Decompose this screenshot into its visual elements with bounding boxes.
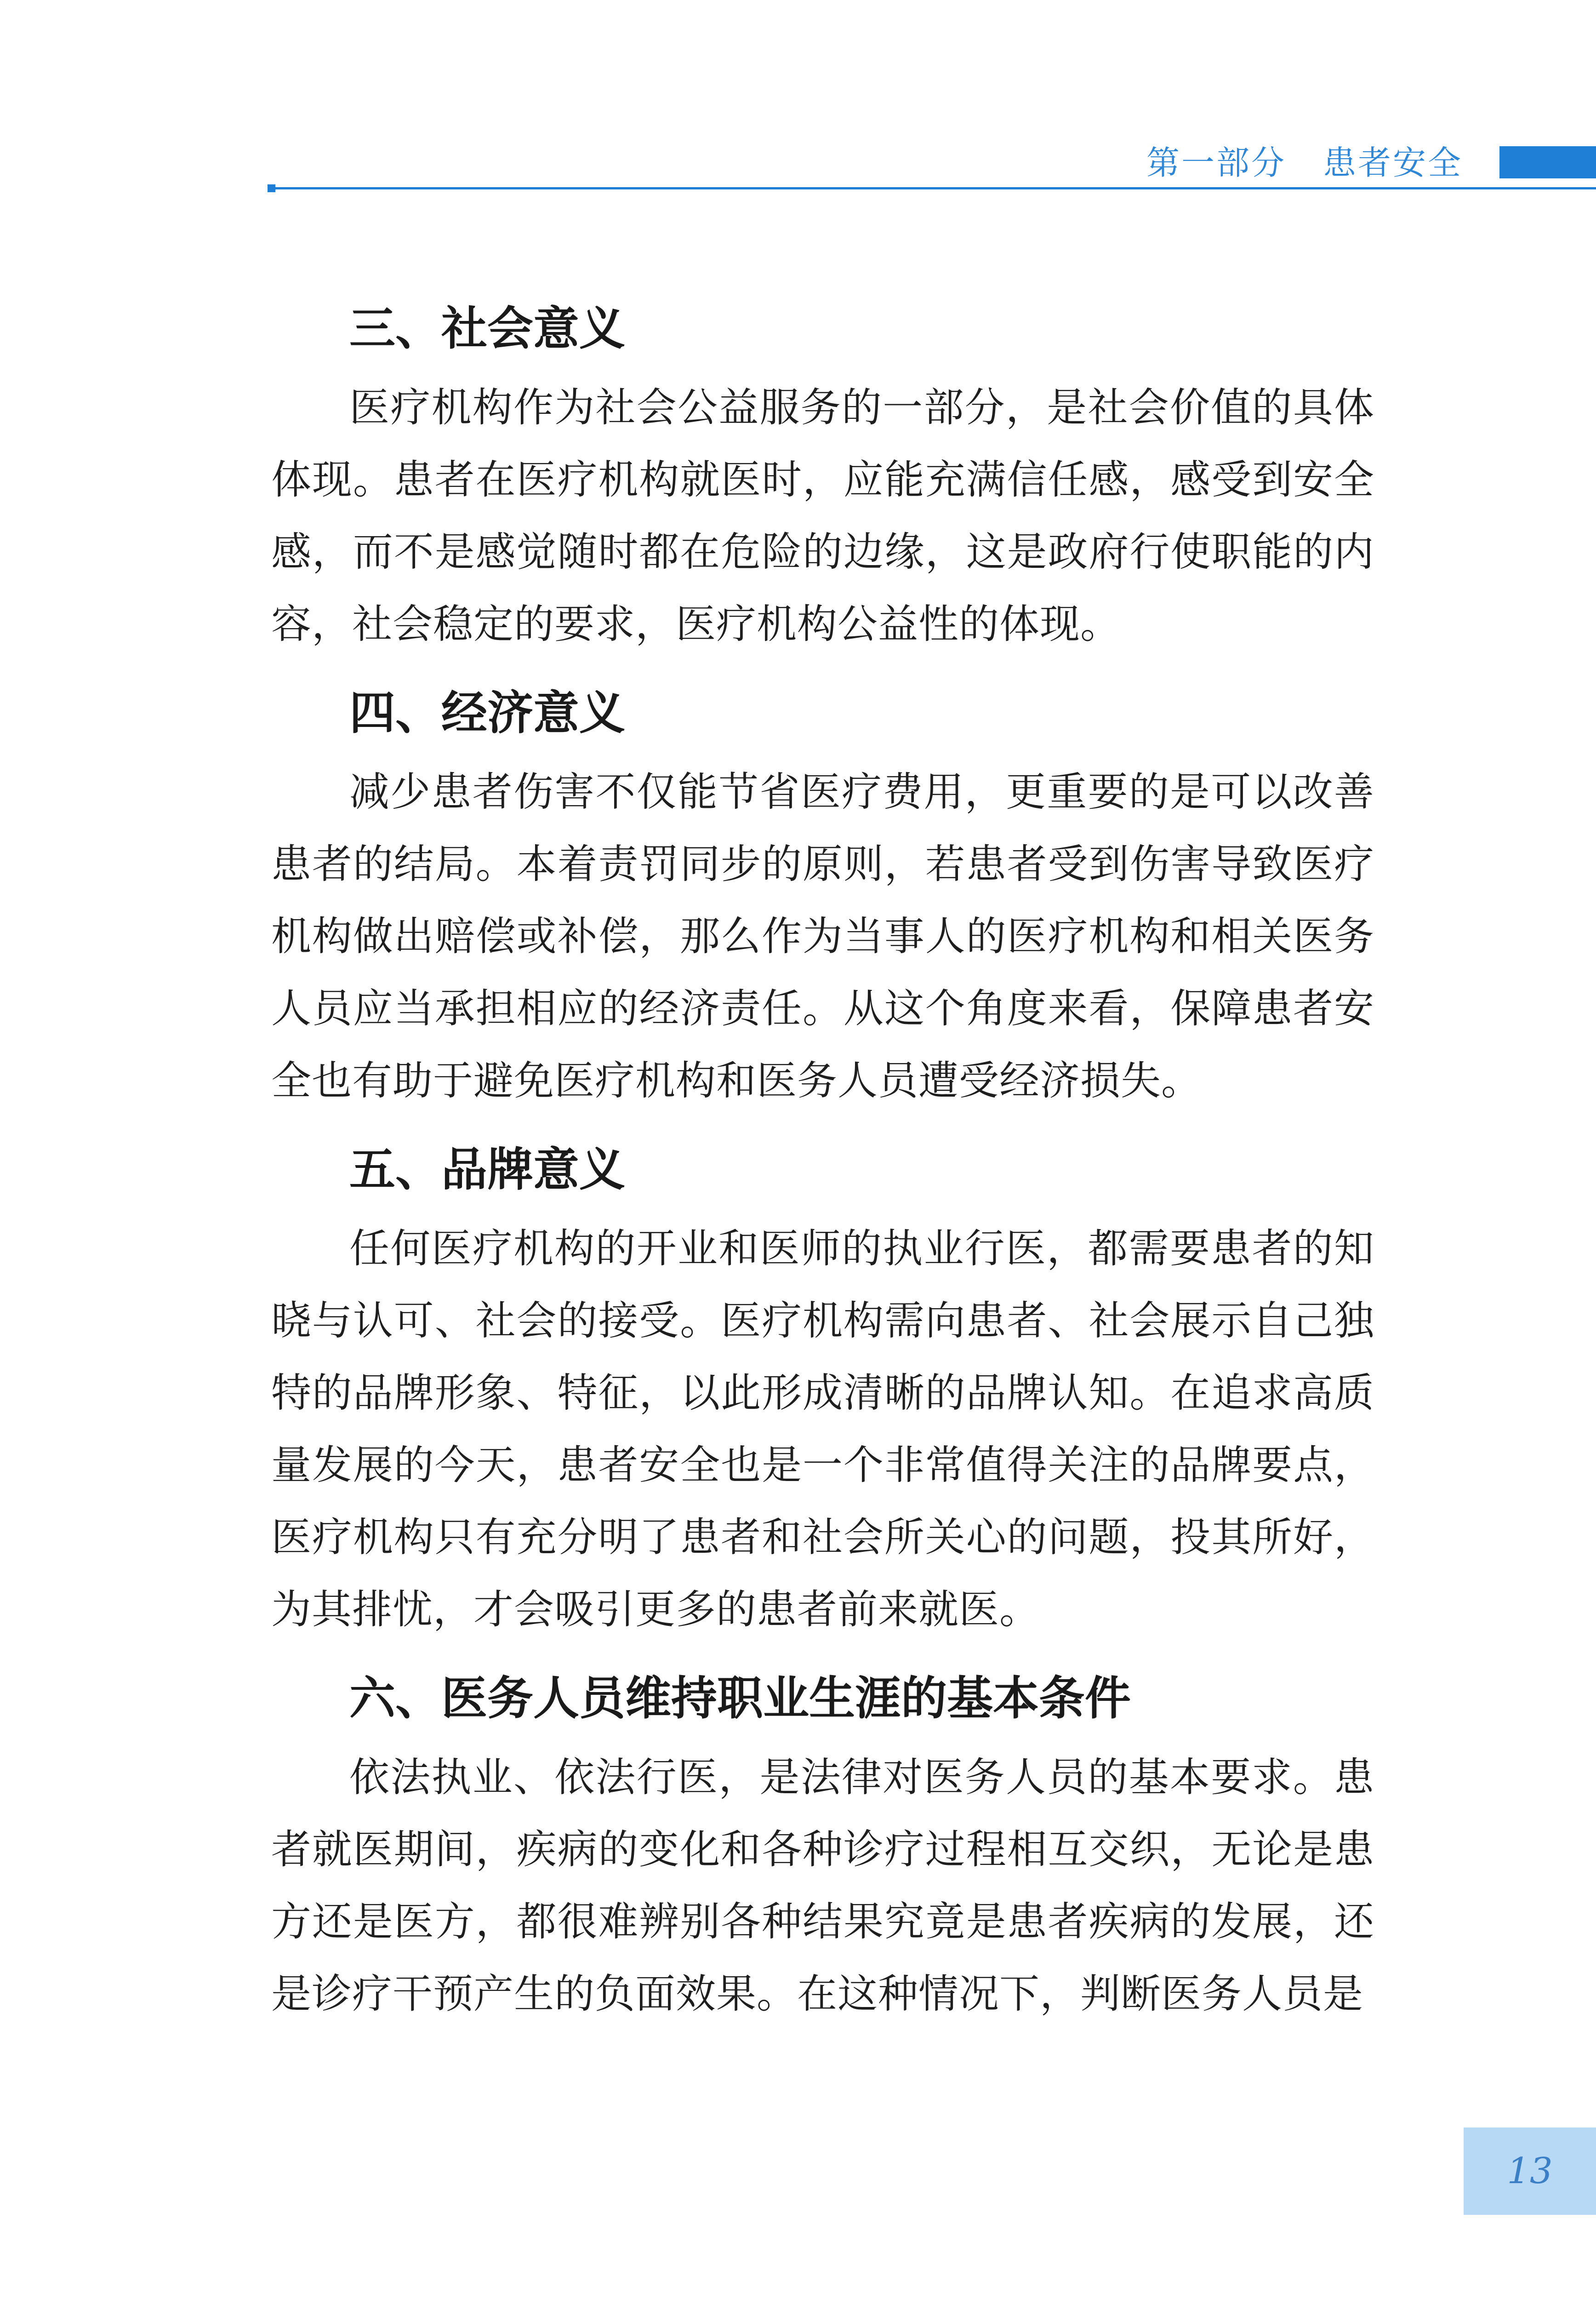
paragraph-economic: 减少患者伤害不仅能节省医疗费用，更重要的是可以改善患者的结局。本着责罚同步的原则，若患者受到伤害导致医疗机构做出赔偿或补偿，那么作为当事人的医疗机构和相关医务人员应当承担相应的经济责任。从这个角度来看，保障患者安全也有助于避免医疗机构和医务人员遭受经济损失。 <box>271 768 1374 1104</box>
header-accent-bar <box>1499 146 1596 178</box>
paragraph-brand: 任何医疗机构的开业和医师的执业行医，都需要患者的知晓与认可、社会的接受。医疗机构需向患者、社会展示自己独特的品牌形象、特征，以此形成清晰的品牌认知。在追求高质量发展的今天，患者安全也是一个非常值得关注的品牌要点，医疗机构只有充分明了患者和社会所关心的问题，投其所好，为其排忧，才会吸引更多的患者前来就医。 <box>271 1225 1374 1633</box>
section-heading-brand: 五、品牌意义 <box>349 1143 625 1196</box>
header-title: 患者安全 <box>1322 143 1463 182</box>
paragraph-social: 医疗机构作为社会公益服务的一部分，是社会价值的具体体现。患者在医疗机构就医时，应能充满信任感，感受到安全感，而不是感觉随时都在危险的边缘，这是政府行使职能的内容，社会稳定的要求，医疗机构公益性的体现。 <box>271 384 1374 647</box>
page-number: 13 <box>1507 2150 1553 2192</box>
page-number-box <box>1464 2127 1596 2215</box>
section-heading-career: 六、医务人员维持职业生涯的基本条件 <box>349 1671 1131 1725</box>
header-part: 第一部分 <box>1146 143 1286 182</box>
section-heading-economic: 四、经济意义 <box>349 686 625 740</box>
paragraph-career: 依法执业、依法行医，是法律对医务人员的基本要求。患者就医期间，疾病的变化和各种诊疗过程相互交织，无论是患方还是医方，都很难辨别各种结果究竟是患者疾病的发展，还是诊疗干预产生的负面效果。在这种情况下，判断医务人员是 <box>271 1754 1374 2017</box>
header-rule-dot <box>268 184 275 192</box>
section-heading-social: 三、社会意义 <box>349 302 625 355</box>
header-rule <box>268 187 1596 189</box>
running-header <box>1146 136 1463 184</box>
page-body <box>271 294 1374 2044</box>
